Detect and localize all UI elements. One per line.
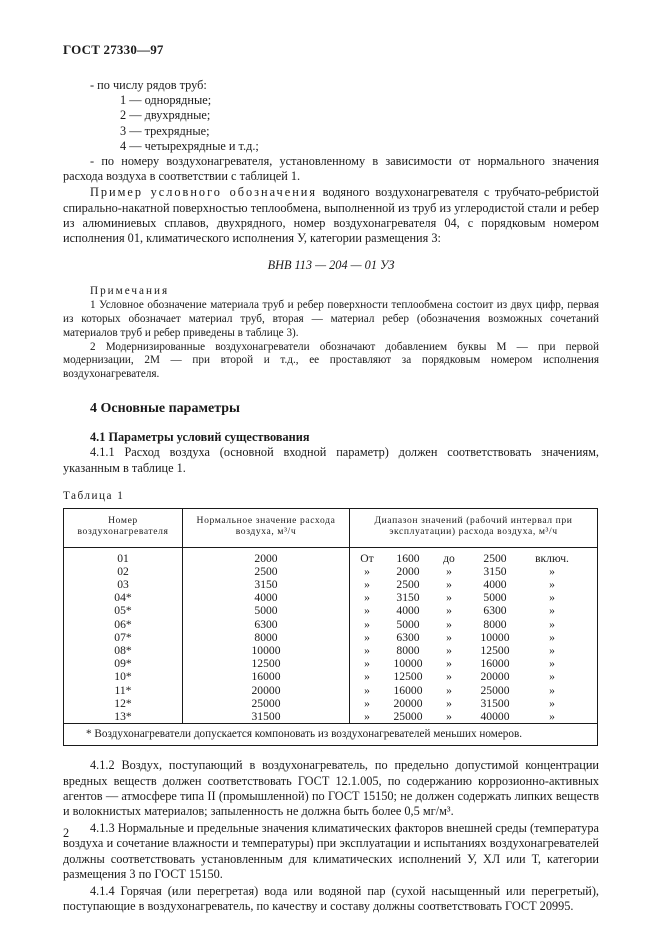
- range-inclusive: »: [549, 644, 555, 658]
- range-to: 3150: [483, 564, 507, 578]
- row-range: [350, 631, 598, 644]
- table-row: [64, 644, 598, 657]
- range-to-word: »: [446, 710, 452, 724]
- row-number: 04*: [64, 591, 183, 604]
- list-item: 1 — однорядные;: [120, 93, 212, 108]
- list-intro: - по числу рядов труб:: [90, 78, 207, 92]
- table-header-number: Номер воздухонагревателя: [64, 508, 183, 547]
- row-nominal: 2000: [183, 547, 350, 565]
- paragraph-4-1-2: 4.1.2 Воздух, поступающий в воздухонагреватель, по предельно допустимой концентрации вредных веществ должен соответствовать ГОСТ 12.1.005, по содержанию коррозионно-активных агентов — атмосфере типа II (промышленной) по ГОСТ 15150; не должен содержать липких веществ и волокнистых материалов; запыленность не должна быть более 0,5 мг/м³.: [63, 758, 599, 819]
- list-item: 4 — четырехрядные и т.д.;: [120, 138, 259, 153]
- table-row: [64, 697, 598, 710]
- range-from-word: »: [364, 604, 370, 618]
- range-to: 5000: [483, 591, 507, 605]
- range-from: 2500: [396, 578, 420, 592]
- row-nominal: 4000: [183, 591, 350, 604]
- range-from: 10000: [393, 657, 423, 671]
- number-paragraph: - по номеру воздухонагревателя, установленному в зависимости от нормального значения расхода воздуха в соответствии с таблицей 1.: [63, 154, 599, 184]
- range-inclusive: »: [549, 630, 555, 644]
- row-nominal: 31500: [183, 710, 350, 724]
- row-nominal: 12500: [183, 657, 350, 670]
- range-from-word: »: [364, 617, 370, 631]
- range-from-word: »: [364, 710, 370, 724]
- range-to-word: »: [446, 591, 452, 605]
- row-number: 05*: [64, 604, 183, 617]
- range-from: 8000: [396, 644, 420, 658]
- row-number: 11*: [64, 684, 183, 697]
- range-from-word: »: [364, 644, 370, 658]
- range-from-word: »: [364, 657, 370, 671]
- row-nominal: 10000: [183, 644, 350, 657]
- table-footnote: * Воздухонагреватели допускается компоновать из воздухонагревателей меньших номеров.: [64, 724, 598, 746]
- notes-block: [63, 285, 599, 382]
- row-number: 01: [64, 547, 183, 565]
- row-range: [350, 697, 598, 710]
- range-to: 2500: [483, 551, 507, 565]
- range-inclusive: »: [549, 657, 555, 671]
- example-text: водяного воздухонагревателя с трубчато-ребристой спирально-накатной поверхностью теплообмена, выполненной из труб из углеродистой стали и ребер из алюминиевых сплавов, двухрядного, номер воздухонагревателя 04, с порядковым номером исполнения 01, климатического исполнения У, категории размещения 3:: [63, 185, 599, 246]
- row-range: [350, 565, 598, 578]
- range-from-word: »: [364, 591, 370, 605]
- range-to-word: до: [443, 551, 455, 565]
- paragraph-4-1-4: 4.1.4 Горячая (или перегретая) вода или водяной пар (сухой насыщенный или перегретый), поступающие в воздухонагреватель, по качеству и составу должны соответствовать ГОСТ 20995.: [63, 884, 599, 914]
- table-row: [64, 618, 598, 631]
- range-to-word: »: [446, 657, 452, 671]
- row-range: [350, 670, 598, 683]
- table-row: [64, 591, 598, 604]
- range-inclusive: »: [549, 710, 555, 724]
- row-nominal: 2500: [183, 565, 350, 578]
- range-to: 8000: [483, 617, 507, 631]
- range-to-word: »: [446, 644, 452, 658]
- row-range: [350, 591, 598, 604]
- range-to-word: »: [446, 696, 452, 710]
- row-number: 13*: [64, 710, 183, 724]
- row-nominal: 3150: [183, 578, 350, 591]
- row-nominal: 25000: [183, 697, 350, 710]
- row-nominal: 5000: [183, 604, 350, 617]
- notes-title: Примечания: [90, 285, 170, 298]
- paragraph-4-1-1: 4.1.1 Расход воздуха (основной входной параметр) должен соответствовать значениям, указанным в таблице 1.: [63, 445, 599, 475]
- range-inclusive: »: [549, 670, 555, 684]
- row-number: 12*: [64, 697, 183, 710]
- range-inclusive: »: [549, 604, 555, 618]
- table-row: [64, 565, 598, 578]
- table-footnote-row: [64, 724, 598, 746]
- range-to: 12500: [480, 644, 510, 658]
- range-inclusive: включ.: [535, 551, 569, 565]
- example-lead: Пример условного обозначения: [90, 185, 318, 200]
- row-range: [350, 547, 598, 565]
- row-number: 07*: [64, 631, 183, 644]
- range-from-word: »: [364, 630, 370, 644]
- range-to: 16000: [480, 657, 510, 671]
- table-row: [64, 684, 598, 697]
- body-text: [63, 78, 599, 915]
- table-row: [64, 547, 598, 565]
- table-row: [64, 670, 598, 683]
- range-from-word: От: [360, 551, 374, 565]
- row-range: [350, 684, 598, 697]
- row-nominal: 16000: [183, 670, 350, 683]
- page-number: 2: [63, 826, 70, 840]
- range-from: 3150: [396, 591, 420, 605]
- range-from: 12500: [393, 670, 423, 684]
- range-inclusive: »: [549, 617, 555, 631]
- range-to: 25000: [480, 683, 510, 697]
- range-to: 40000: [480, 710, 510, 724]
- airflow-table: [63, 508, 598, 747]
- range-to-word: »: [446, 630, 452, 644]
- range-inclusive: »: [549, 683, 555, 697]
- note-1: 1 Условное обозначение материала труб и ребер поверхности теплообмена состоит из двух цифр, первая из которых обозначает материал труб, вторая — материал ребер (обозначения возможных сочетаний материалов труб и ребер приведены в таблице 3).: [63, 299, 599, 339]
- table-caption: Таблица 1: [63, 489, 125, 502]
- range-inclusive: »: [549, 578, 555, 592]
- range-inclusive: »: [549, 591, 555, 605]
- table-body: [64, 547, 598, 746]
- range-from: 20000: [393, 696, 423, 710]
- range-from-word: »: [364, 683, 370, 697]
- row-number: 02: [64, 565, 183, 578]
- range-to-word: »: [446, 617, 452, 631]
- note-2: 2 Модернизированные воздухонагреватели обозначают добавлением буквы М — при первой модернизации, 2М — при второй и т.д., ее проставляют за порядковым номером исполнения воздухонагревателя.: [63, 340, 599, 381]
- example-formula: ВНВ 113 — 204 — 01 УЗ: [267, 258, 395, 273]
- range-to: 20000: [480, 670, 510, 684]
- range-from: 4000: [396, 604, 420, 618]
- row-number: 06*: [64, 618, 183, 631]
- range-from: 6300: [396, 630, 420, 644]
- range-from: 2000: [396, 564, 420, 578]
- range-from: 25000: [393, 710, 423, 724]
- section-title: 4 Основные параметры: [90, 401, 240, 417]
- range-to-word: »: [446, 683, 452, 697]
- example-paragraph: [63, 185, 599, 246]
- subsection-title: 4.1 Параметры условий существования: [90, 430, 310, 445]
- range-to-word: »: [446, 604, 452, 618]
- list-item: 2 — двухрядные;: [120, 108, 211, 123]
- range-from-word: »: [364, 578, 370, 592]
- row-nominal: 20000: [183, 684, 350, 697]
- row-number: 10*: [64, 670, 183, 683]
- table-row: [64, 604, 598, 617]
- row-range: [350, 604, 598, 617]
- range-to: 4000: [483, 578, 507, 592]
- table-row: [64, 710, 598, 724]
- row-nominal: 6300: [183, 618, 350, 631]
- list-item: 3 — трехрядные;: [120, 123, 210, 138]
- range-to-word: »: [446, 670, 452, 684]
- range-inclusive: »: [549, 564, 555, 578]
- table-row: [64, 578, 598, 591]
- range-to-word: »: [446, 578, 452, 592]
- table-header-range: Диапазон значений (рабочий интервал при эксплуатации) расхода воздуха, м³/ч: [350, 508, 598, 547]
- table-row: [64, 657, 598, 670]
- row-range: [350, 644, 598, 657]
- range-to: 31500: [480, 696, 510, 710]
- row-range: [350, 657, 598, 670]
- range-from-word: »: [364, 670, 370, 684]
- range-inclusive: »: [549, 696, 555, 710]
- row-range: [350, 578, 598, 591]
- range-to: 10000: [480, 630, 510, 644]
- range-from-word: »: [364, 564, 370, 578]
- document-header: ГОСТ 27330—97: [63, 42, 164, 57]
- row-number: 03: [64, 578, 183, 591]
- range-from: 16000: [393, 683, 423, 697]
- range-from: 1600: [396, 551, 420, 565]
- row-range: [350, 618, 598, 631]
- table-header-nominal: Нормальное значение расхода воздуха, м³/ч: [183, 508, 350, 547]
- paragraph-4-1-3: 4.1.3 Нормальные и предельные значения климатических факторов внешней среды (температура воздуха и сочетание влажности и температуры) при эксплуатации и испытаниях воздухонагревателей должны соответствовать установленным для климатических исполнений У, ХЛ или Т, категории размещения 3 по ГОСТ 15150.: [63, 821, 599, 881]
- range-from: 5000: [396, 617, 420, 631]
- range-to-word: »: [446, 564, 452, 578]
- row-nominal: 8000: [183, 631, 350, 644]
- row-range: [350, 710, 598, 724]
- row-number: 08*: [64, 644, 183, 657]
- range-to: 6300: [483, 604, 507, 618]
- row-number: 09*: [64, 657, 183, 670]
- table-row: [64, 631, 598, 644]
- range-from-word: »: [364, 696, 370, 710]
